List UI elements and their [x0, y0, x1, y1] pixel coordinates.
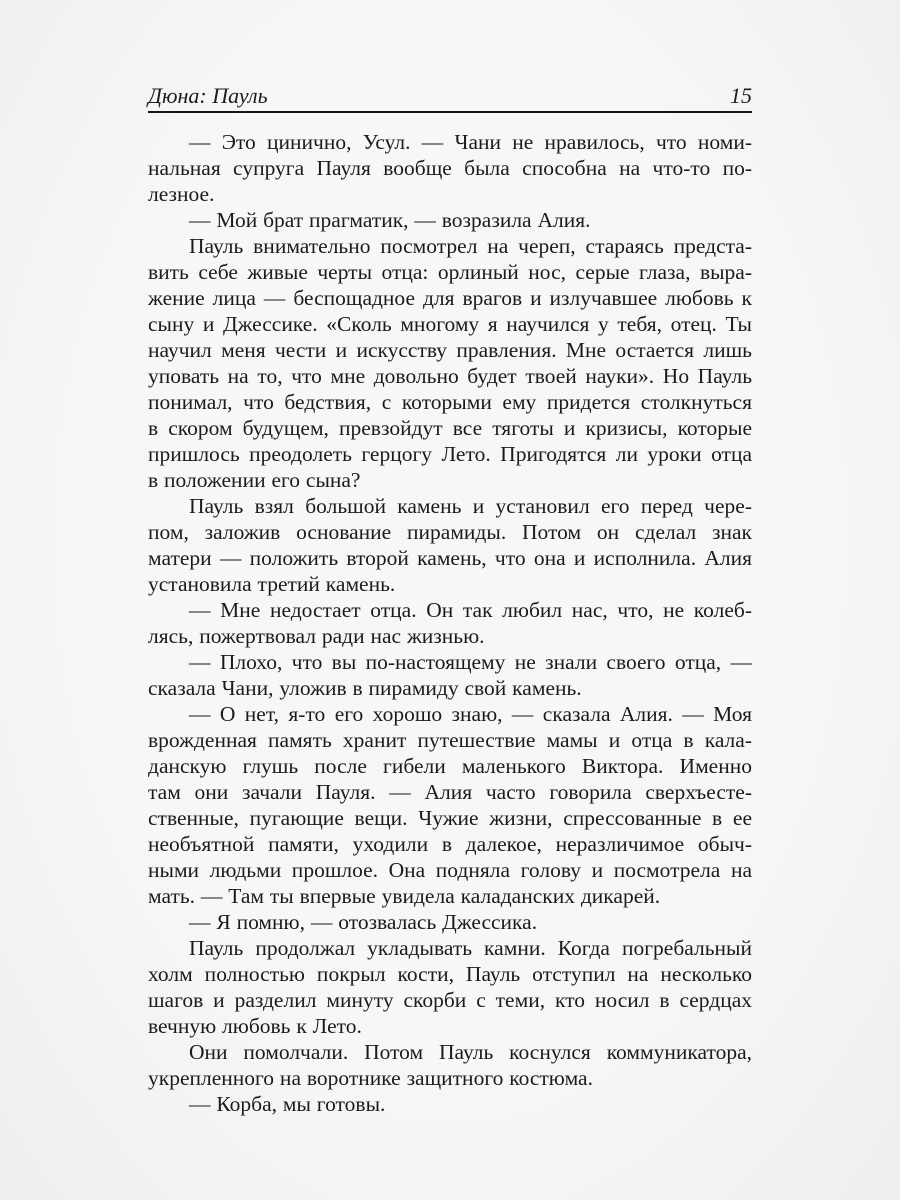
book-page	[148, 0, 752, 1117]
header-rule	[148, 111, 752, 113]
text-line: установила третий камень.	[148, 572, 396, 596]
text-line: — Мой брат прагматик, — возразила Алия.	[189, 208, 591, 232]
text-line: жение лица — беспощадное для врагов и излучавшее любовь к	[148, 286, 752, 310]
text-line: в положении его сына?	[148, 468, 361, 492]
text-line: матери — положить второй камень, что она и исполнила. Алия	[148, 546, 752, 570]
paragraph	[148, 935, 752, 1039]
text-line: пом, заложив основание пирамиды. Потом он сделал знак	[148, 520, 752, 544]
text-line: — Корба, мы готовы.	[189, 1092, 386, 1116]
text-line: лясь, пожертвовал ради нас жизнью.	[148, 624, 485, 648]
text-line: — Мне недостает отца. Он так любил нас, что, не колеб-	[189, 598, 752, 622]
paragraph	[148, 649, 752, 701]
page-number: 15	[730, 83, 752, 108]
text-line: ными людьми прошлое. Она подняла голову и посмотрела на	[148, 858, 752, 882]
paragraph	[148, 207, 752, 233]
text-line: Пауль внимательно посмотрел на череп, стараясь предста-	[189, 234, 752, 258]
paragraph	[148, 233, 752, 493]
text-line: шагов и разделил минуту скорби с теми, кто носил в сердцах	[148, 988, 752, 1012]
text-line: научил меня чести и искусству правления. Мне остается лишь	[148, 338, 752, 362]
paragraph	[148, 701, 752, 909]
page-header	[148, 84, 752, 108]
text-line: вечную любовь к Лето.	[148, 1014, 362, 1038]
text-block	[148, 129, 752, 1117]
text-line: уповать на то, что мне довольно будет твоей науки». Но Пауль	[148, 364, 752, 388]
text-line: Они помолчали. Потом Пауль коснулся коммуникатора,	[189, 1040, 752, 1064]
text-line: врожденная память хранит путешествие мамы и отца в кала-	[148, 728, 752, 752]
text-line: — Я помню, — отозвалась Джессика.	[189, 910, 538, 934]
text-line: в скором будущем, превзойдут все тяготы и кризисы, которые	[148, 416, 752, 440]
text-line: понимал, что бедствия, с которыми ему придется столкнуться	[148, 390, 752, 414]
running-title: Дюна: Пауль	[148, 83, 268, 108]
paragraph	[148, 909, 752, 935]
text-line: Пауль взял большой камень и установил его перед чере-	[189, 494, 752, 518]
text-line: там они зачали Пауля. — Алия часто говорила сверхъесте-	[148, 780, 752, 804]
paragraph	[148, 493, 752, 597]
text-line: лезное.	[148, 182, 215, 206]
paragraph	[148, 597, 752, 649]
text-line: сыну и Джессике. «Сколь многому я научился у тебя, отец. Ты	[148, 312, 752, 336]
text-line: — Это цинично, Усул. — Чани не нравилось, что номи-	[189, 130, 752, 154]
paragraph	[148, 1039, 752, 1091]
text-line: данскую глушь после гибели маленького Виктора. Именно	[148, 754, 752, 778]
text-line: нальная супруга Пауля вообще была способна на что-то по-	[148, 156, 752, 180]
text-line: сказала Чани, уложив в пирамиду свой камень.	[148, 676, 582, 700]
text-line: вить себе живые черты отца: орлиный нос, серые глаза, выра-	[148, 260, 752, 284]
text-line: укрепленного на воротнике защитного костюма.	[148, 1066, 593, 1090]
paragraph	[148, 1091, 752, 1117]
text-line: — Плохо, что вы по-настоящему не знали своего отца, —	[189, 650, 752, 674]
text-line: необъятной памяти, уходили в далекое, неразличимое обыч-	[148, 832, 752, 856]
text-line: Пауль продолжал укладывать камни. Когда погребальный	[189, 936, 752, 960]
text-line: мать. — Там ты впервые увидела каладанских дикарей.	[148, 884, 661, 908]
text-line: пришлось преодолеть герцогу Лето. Пригодятся ли уроки отца	[148, 442, 752, 466]
text-line: холм полностью покрыл кости, Пауль отступил на несколько	[148, 962, 752, 986]
paragraph	[148, 129, 752, 207]
text-line: — О нет, я-то его хорошо знаю, — сказала Алия. — Моя	[189, 702, 752, 726]
text-line: ственные, пугающие вещи. Чужие жизни, спрессованные в ее	[148, 806, 752, 830]
